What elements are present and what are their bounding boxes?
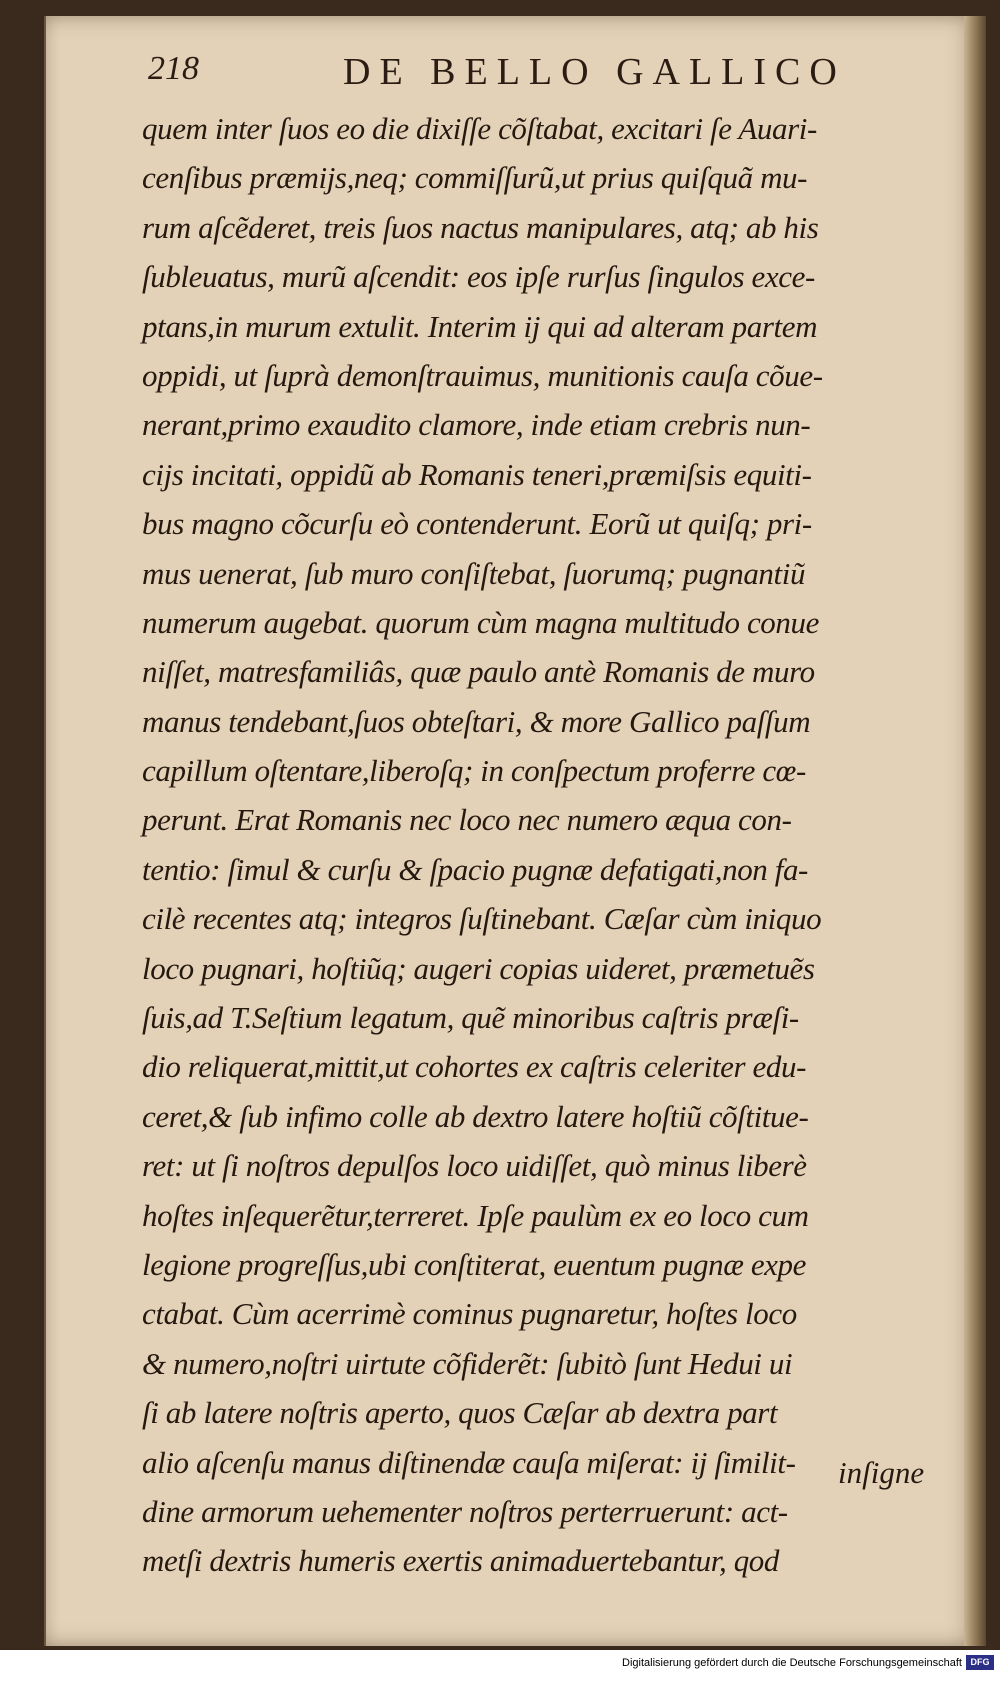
text-line: cijs incitati, oppidũ ab Romanis teneri,præmiſsis equiti-	[142, 456, 812, 492]
running-title: DE BELLO GALLICO	[343, 51, 846, 93]
text-line: tentio: ſimul & curſu & ſpacio pugnæ defatigati,non fa-	[142, 851, 808, 887]
text-line: ceret,& ſub infimo colle ab dextro latere hoſtiũ cõſtitue-	[142, 1098, 809, 1134]
catchword: inſigne	[838, 1455, 925, 1490]
body-text	[142, 104, 942, 1586]
text-line: ſi ab latere noſtris aperto, quos Cæſar ab dextra part	[142, 1395, 778, 1431]
text-line: rum aſcẽderet, treis ſuos nactus manipulares, atq; ab his	[142, 209, 819, 245]
page-number: 218	[148, 50, 199, 87]
text-line: cilè recentes atq; integros ſuſtinebant. Cæſar cùm iniquo	[142, 901, 822, 937]
text-line: cenſibus præmijs,neq; commiſſurũ,ut prius quiſquã mu-	[142, 160, 808, 196]
text-line: hoſtes inſequerẽtur,terreret. Ipſe paulùm ex eo loco cum	[142, 1197, 809, 1233]
text-line: alio aſcenſu manus diſtinendæ cauſa miſerat: ij ſimilit-	[142, 1444, 796, 1480]
text-line: dio reliquerat,mittit,ut cohortes ex caſtris celeriter edu-	[142, 1049, 807, 1085]
text-line: manus tendebant,ſuos obteſtari, & more Gallico paſſum	[142, 703, 811, 739]
text-line: ctabat. Cùm acerrimè cominus pugnaretur, hoſtes loco	[142, 1296, 797, 1332]
text-line: perunt. Erat Romanis nec loco nec numero æqua con-	[142, 802, 792, 838]
text-line: nerant,primo exaudito clamore, inde etiam crebris nun-	[142, 407, 811, 443]
running-head	[148, 50, 858, 100]
text-line: ſubleuatus, murũ aſcendit: eos ipſe rurſus ſingulos exce-	[142, 259, 815, 295]
page-gutter-shadow	[964, 16, 986, 1646]
text-line: loco pugnari, hoſtiũq; augeri copias uideret, præmetuẽs	[142, 950, 815, 986]
text-line: mus uenerat, ſub muro conſiſtebat, ſuorumq; pugnantiũ	[142, 555, 806, 591]
text-line: dine armorum uehementer noſtros perterruerunt: act-	[142, 1493, 788, 1529]
text-line: quem inter ſuos eo die dixiſſe cõſtabat, excitari ſe Auari-	[142, 111, 817, 146]
text-line: metſi dextris humeris exertis animaduertebantur, qod	[142, 1543, 780, 1579]
text-line: ſuis,ad T.Seſtium legatum, quẽ minoribus caſtris præſi-	[142, 1000, 799, 1036]
dfg-logo: DFG	[966, 1655, 994, 1670]
text-line: legione progreſſus,ubi conſtiterat, euentum pugnæ expe	[142, 1246, 807, 1282]
text-line: ret: ut ſi noſtros depulſos loco uidiſſet, quò minus liberè	[142, 1148, 807, 1184]
funding-credit: Digitalisierung gefördert durch die Deutsche Forschungsgemeinschaft	[622, 1657, 962, 1669]
text-line: ptans,in murum extulit. Interim ij qui ad alteram partem	[142, 308, 818, 344]
text-line: niſſet, matresfamiliâs, quæ paulo antè Romanis de muro	[142, 654, 815, 690]
text-line: oppidi, ut ſuprà demonſtrauimus, munitionis cauſa cõue-	[142, 357, 823, 393]
text-line: numerum augebat. quorum cùm magna multitudo conue	[142, 604, 819, 640]
text-line: capillum oſtentare,liberoſq; in conſpectum proferre cœ-	[142, 753, 806, 789]
text-line: & numero,noſtri uirtute cõfiderẽt: ſubitò ſunt Hedui ui	[142, 1345, 793, 1381]
digitization-footer	[0, 1650, 1000, 1681]
text-line: bus magno cõcurſu eò contenderunt. Eorũ ut quiſq; pri-	[142, 506, 812, 542]
